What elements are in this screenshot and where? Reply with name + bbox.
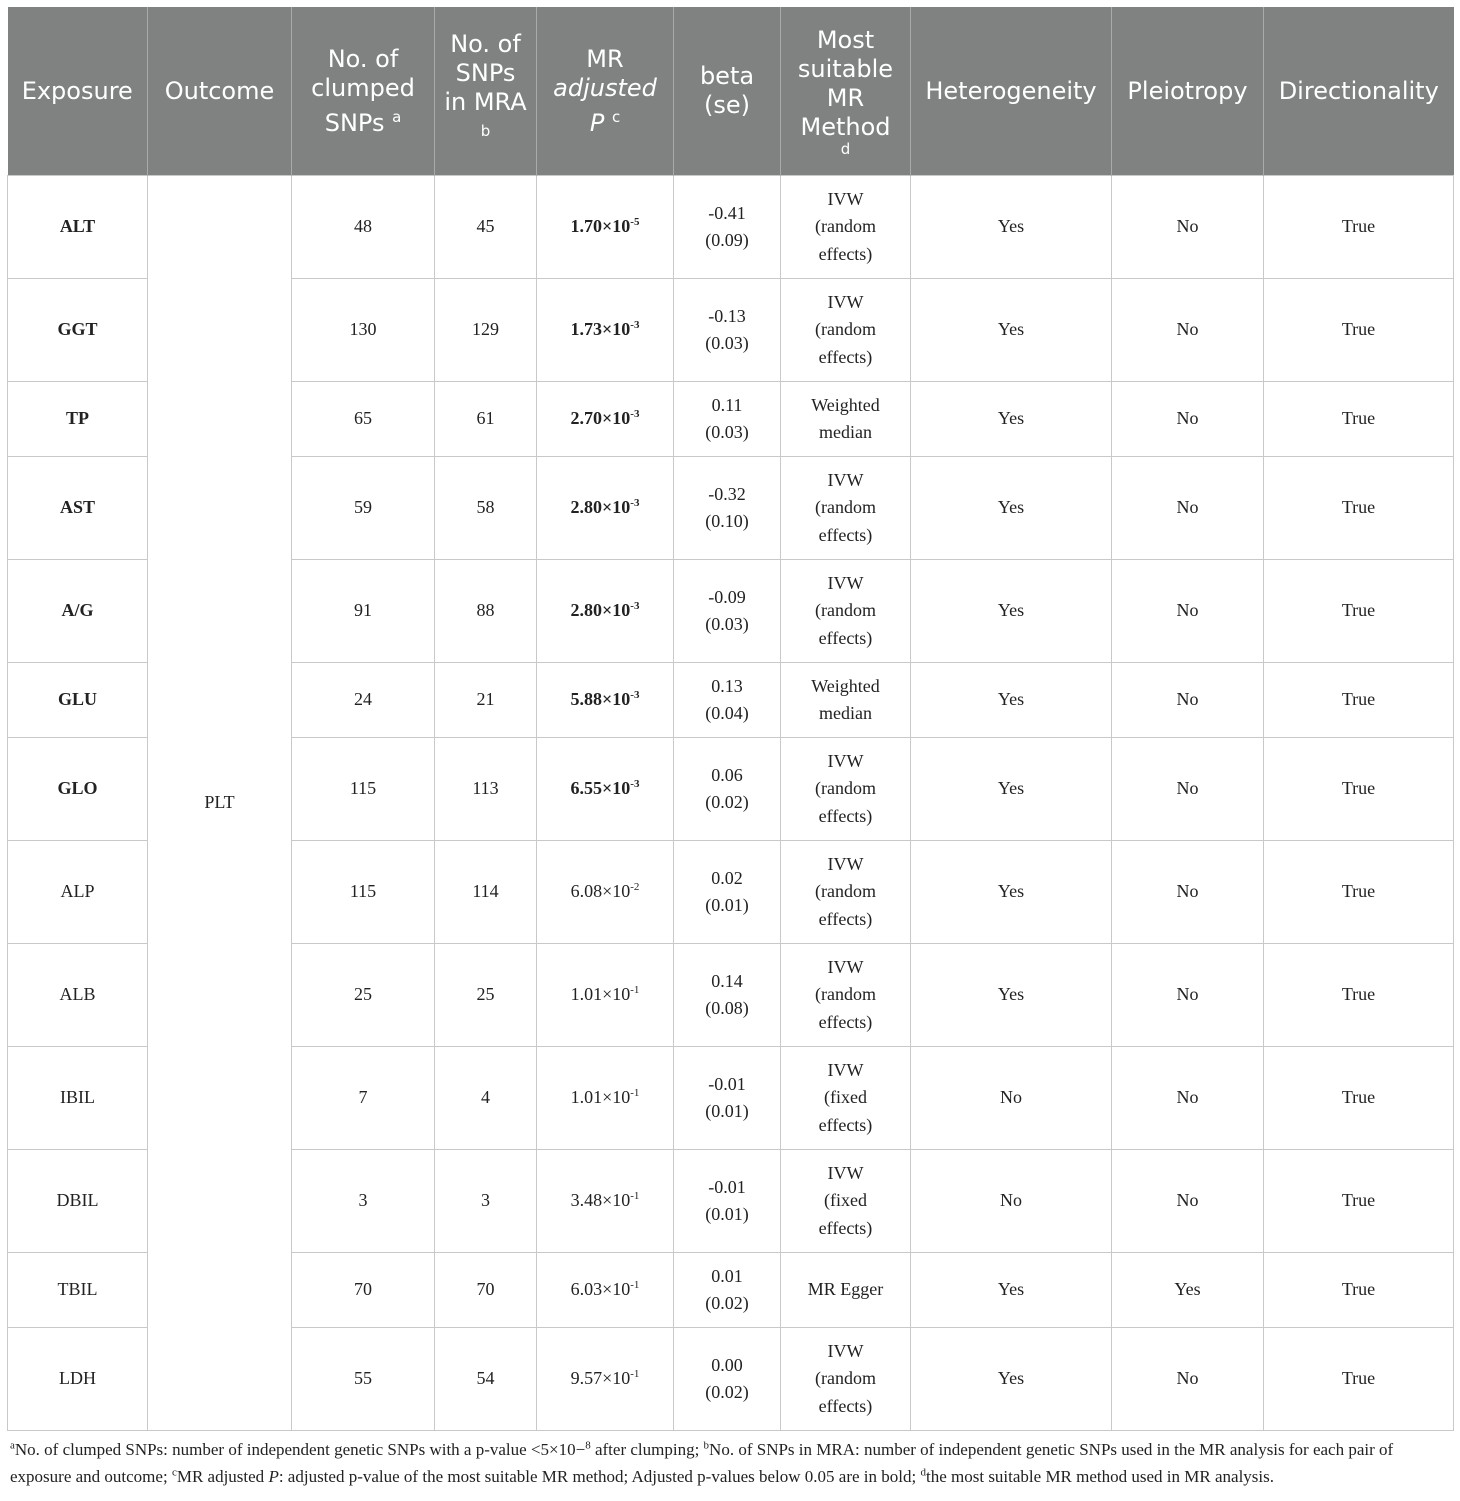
cell-beta-se: -0.32 (0.10) (674, 457, 781, 560)
cell-clumped-snps: 70 (292, 1253, 435, 1328)
header-pleiotropy: Pleiotropy (1112, 7, 1264, 176)
mr-results-table (7, 7, 1454, 1431)
cell-snps-in-mra: 45 (435, 176, 537, 279)
cell-beta-se: -0.09 (0.03) (674, 560, 781, 663)
cell-exposure: AST (8, 457, 148, 560)
cell-mr-method: IVW (random effects) (781, 457, 911, 560)
header-row (8, 7, 1454, 176)
cell-mr-adjusted-p: $9.57\times 10^{-1}$ (537, 1328, 674, 1431)
results-table-container (7, 7, 1453, 1490)
cell-directionality: True (1264, 382, 1454, 457)
cell-mr-method: IVW (random effects) (781, 560, 911, 663)
cell-mr-adjusted-p: $2.70\times 10^{-3}$ (537, 382, 674, 457)
cell-beta-se: 0.00 (0.02) (674, 1328, 781, 1431)
cell-beta-se: -0.41 (0.09) (674, 176, 781, 279)
cell-clumped-snps: 59 (292, 457, 435, 560)
cell-directionality: True (1264, 944, 1454, 1047)
cell-snps-in-mra: 3 (435, 1150, 537, 1253)
cell-snps-in-mra: 113 (435, 738, 537, 841)
header-beta-se: beta (se) (674, 7, 781, 176)
cell-pleiotropy: No (1112, 944, 1264, 1047)
cell-pleiotropy: No (1112, 382, 1264, 457)
cell-heterogeneity: Yes (911, 279, 1112, 382)
cell-pleiotropy: No (1112, 457, 1264, 560)
cell-mr-adjusted-p: $6.55\times 10^{-3}$ (537, 738, 674, 841)
cell-directionality: True (1264, 279, 1454, 382)
cell-beta-se: -0.13 (0.03) (674, 279, 781, 382)
cell-pleiotropy: No (1112, 1150, 1264, 1253)
header-directionality: Directionality (1264, 7, 1454, 176)
table-header (8, 7, 1454, 176)
cell-directionality: True (1264, 1253, 1454, 1328)
cell-pleiotropy: No (1112, 1328, 1264, 1431)
header-snps-in-mra: No. of SNPs in MRA $^b$ (435, 7, 537, 176)
table-footnotes: $^a$No. of clumped SNPs: number of independent genetic SNPs with a p-value <5×10−$^8$ after clumping; $^b$No. of SNPs in MRA: number of independent genetic SNPs used in the MR analysis for each pair of exposure and outcome; $^c$MR adjusted P: adjusted p-value of the most suitable MR method; Adjusted p-values below 0.05 are in bold; $^d$the most suitable MR method used in MR analysis. (10, 1439, 1394, 1486)
cell-heterogeneity: Yes (911, 176, 1112, 279)
cell-mr-method: MR Egger (781, 1253, 911, 1328)
cell-beta-se: -0.01 (0.01) (674, 1150, 781, 1253)
cell-directionality: True (1264, 176, 1454, 279)
cell-pleiotropy: No (1112, 176, 1264, 279)
cell-heterogeneity: Yes (911, 663, 1112, 738)
cell-pleiotropy: No (1112, 738, 1264, 841)
cell-directionality: True (1264, 1328, 1454, 1431)
cell-snps-in-mra: 61 (435, 382, 537, 457)
cell-mr-adjusted-p: $3.48\times 10^{-1}$ (537, 1150, 674, 1253)
table-row (8, 176, 1454, 279)
cell-beta-se: -0.01 (0.01) (674, 1047, 781, 1150)
cell-directionality: True (1264, 738, 1454, 841)
cell-beta-se: 0.14 (0.08) (674, 944, 781, 1047)
cell-exposure: LDH (8, 1328, 148, 1431)
cell-directionality: True (1264, 560, 1454, 663)
cell-snps-in-mra: 70 (435, 1253, 537, 1328)
cell-exposure: ALB (8, 944, 148, 1047)
cell-exposure: GGT (8, 279, 148, 382)
cell-clumped-snps: 25 (292, 944, 435, 1047)
cell-exposure: IBIL (8, 1047, 148, 1150)
cell-mr-adjusted-p: $1.70\times 10^{-5}$ (537, 176, 674, 279)
cell-exposure: TBIL (8, 1253, 148, 1328)
cell-pleiotropy: No (1112, 663, 1264, 738)
cell-directionality: True (1264, 663, 1454, 738)
cell-heterogeneity: No (911, 1047, 1112, 1150)
header-mr-adjusted-p: MR adjusted P $^c$ (537, 7, 674, 176)
cell-snps-in-mra: 4 (435, 1047, 537, 1150)
cell-beta-se: 0.02 (0.01) (674, 841, 781, 944)
cell-beta-se: 0.06 (0.02) (674, 738, 781, 841)
cell-clumped-snps: 24 (292, 663, 435, 738)
cell-mr-method: IVW (random effects) (781, 738, 911, 841)
cell-directionality: True (1264, 841, 1454, 944)
cell-heterogeneity: Yes (911, 738, 1112, 841)
cell-clumped-snps: 3 (292, 1150, 435, 1253)
cell-mr-method: IVW (random effects) (781, 841, 911, 944)
cell-snps-in-mra: 114 (435, 841, 537, 944)
header-outcome: Outcome (148, 7, 292, 176)
header-exposure: Exposure (8, 7, 148, 176)
cell-mr-adjusted-p: $2.80\times 10^{-3}$ (537, 457, 674, 560)
cell-mr-method: IVW (random effects) (781, 1328, 911, 1431)
cell-pleiotropy: No (1112, 841, 1264, 944)
cell-exposure: TP (8, 382, 148, 457)
header-mr-method: Most suitable MR Method d (781, 7, 911, 176)
cell-heterogeneity: Yes (911, 382, 1112, 457)
cell-pleiotropy: No (1112, 560, 1264, 663)
cell-mr-adjusted-p: $1.73\times 10^{-3}$ (537, 279, 674, 382)
cell-outcome: PLT (148, 176, 292, 1431)
cell-clumped-snps: 130 (292, 279, 435, 382)
cell-directionality: True (1264, 1047, 1454, 1150)
cell-snps-in-mra: 129 (435, 279, 537, 382)
cell-exposure: DBIL (8, 1150, 148, 1253)
cell-pleiotropy: Yes (1112, 1253, 1264, 1328)
table-body (8, 176, 1454, 1431)
cell-exposure: GLU (8, 663, 148, 738)
cell-heterogeneity: Yes (911, 944, 1112, 1047)
cell-pleiotropy: No (1112, 1047, 1264, 1150)
cell-clumped-snps: 91 (292, 560, 435, 663)
cell-clumped-snps: 65 (292, 382, 435, 457)
cell-mr-method: IVW (random effects) (781, 944, 911, 1047)
cell-clumped-snps: 48 (292, 176, 435, 279)
cell-exposure: ALP (8, 841, 148, 944)
cell-beta-se: 0.13 (0.04) (674, 663, 781, 738)
cell-heterogeneity: Yes (911, 1328, 1112, 1431)
cell-mr-method: IVW (fixed effects) (781, 1150, 911, 1253)
cell-heterogeneity: No (911, 1150, 1112, 1253)
header-heterogeneity: Heterogeneity (911, 7, 1112, 176)
header-clumped-snps: No. of clumped SNPs $^a$ (292, 7, 435, 176)
cell-heterogeneity: Yes (911, 1253, 1112, 1328)
cell-snps-in-mra: 54 (435, 1328, 537, 1431)
cell-mr-method: Weighted median (781, 663, 911, 738)
cell-mr-adjusted-p: $1.01\times 10^{-1}$ (537, 944, 674, 1047)
cell-mr-adjusted-p: $1.01\times 10^{-1}$ (537, 1047, 674, 1150)
cell-clumped-snps: 115 (292, 841, 435, 944)
cell-snps-in-mra: 25 (435, 944, 537, 1047)
cell-directionality: True (1264, 457, 1454, 560)
cell-snps-in-mra: 21 (435, 663, 537, 738)
cell-clumped-snps: 115 (292, 738, 435, 841)
cell-mr-method: Weighted median (781, 382, 911, 457)
cell-snps-in-mra: 88 (435, 560, 537, 663)
cell-exposure: GLO (8, 738, 148, 841)
cell-exposure: A/G (8, 560, 148, 663)
cell-exposure: ALT (8, 176, 148, 279)
cell-beta-se: 0.01 (0.02) (674, 1253, 781, 1328)
cell-mr-adjusted-p: $5.88\times 10^{-3}$ (537, 663, 674, 738)
cell-heterogeneity: Yes (911, 841, 1112, 944)
cell-mr-adjusted-p: $6.08\times 10^{-2}$ (537, 841, 674, 944)
cell-mr-adjusted-p: $6.03\times 10^{-1}$ (537, 1253, 674, 1328)
cell-pleiotropy: No (1112, 279, 1264, 382)
cell-heterogeneity: Yes (911, 457, 1112, 560)
cell-mr-method: IVW (random effects) (781, 279, 911, 382)
cell-clumped-snps: 7 (292, 1047, 435, 1150)
cell-mr-method: IVW (random effects) (781, 176, 911, 279)
cell-heterogeneity: Yes (911, 560, 1112, 663)
cell-mr-adjusted-p: $2.80\times 10^{-3}$ (537, 560, 674, 663)
cell-clumped-snps: 55 (292, 1328, 435, 1431)
cell-snps-in-mra: 58 (435, 457, 537, 560)
cell-directionality: True (1264, 1150, 1454, 1253)
cell-beta-se: 0.11 (0.03) (674, 382, 781, 457)
cell-mr-method: IVW (fixed effects) (781, 1047, 911, 1150)
